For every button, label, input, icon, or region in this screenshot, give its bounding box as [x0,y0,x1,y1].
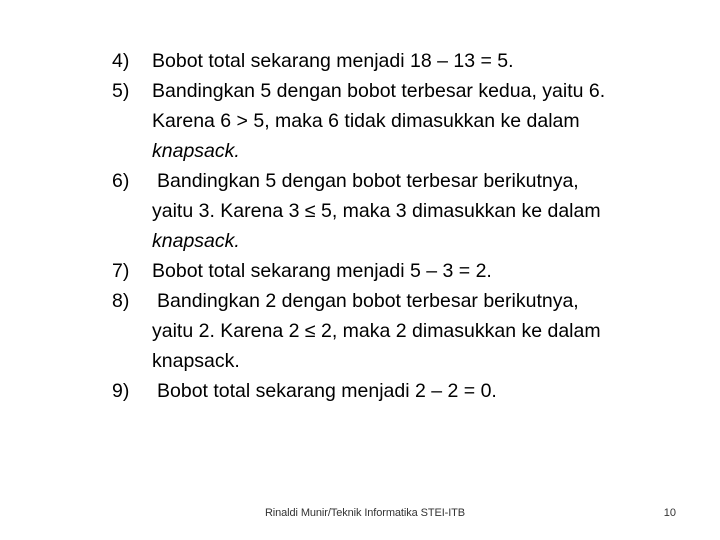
list-item-7 [112,256,692,286]
text-line: Bobot total sekarang menjadi 2 – 2 = 0. [157,380,497,402]
list-item-9 [112,376,692,406]
text-line-italic: knapsack. [152,140,240,162]
list-number: 4) [112,50,130,72]
text-line: Bandingkan 2 dengan bobot terbesar berikutnya, [157,290,579,312]
numbered-list [112,46,692,406]
list-item-text [152,376,692,406]
list-number: 8) [112,290,130,312]
list-item-4 [112,46,692,76]
text-line: yaitu 2. Karena 2 ≤ 2, maka 2 dimasukkan ke dalam [152,320,601,342]
footer-credit-text: Rinaldi Munir/Teknik Informatika STEI-ITB [264,507,466,519]
list-item-text [152,46,692,76]
text-line-italic: knapsack. [152,230,240,252]
list-number: 9) [112,380,130,402]
list-item-5 [112,76,692,166]
list-item-text [152,166,692,256]
list-number: 7) [112,260,130,282]
text-line: Bobot total sekarang menjadi 5 – 3 = 2. [152,260,492,282]
text-line: Bandingkan 5 dengan bobot terbesar berikutnya, [157,170,579,192]
text-line: Karena 6 > 5, maka 6 tidak dimasukkan ke dalam [152,110,580,132]
list-item-text [152,286,692,376]
page-number: 10 [663,507,676,519]
list-item-8 [112,286,692,376]
list-item-text [152,256,692,286]
list-number: 6) [112,170,130,192]
footer-credit [0,507,720,519]
text-line: Bobot total sekarang menjadi 18 – 13 = 5. [152,50,514,72]
list-item-6 [112,166,692,256]
text-line: yaitu 3. Karena 3 ≤ 5, maka 3 dimasukkan ke dalam [152,200,601,222]
text-line: Bandingkan 5 dengan bobot terbesar kedua, yaitu 6. [152,80,606,102]
list-number: 5) [112,80,130,102]
list-item-text [152,76,692,166]
text-line: knapsack. [152,350,240,372]
